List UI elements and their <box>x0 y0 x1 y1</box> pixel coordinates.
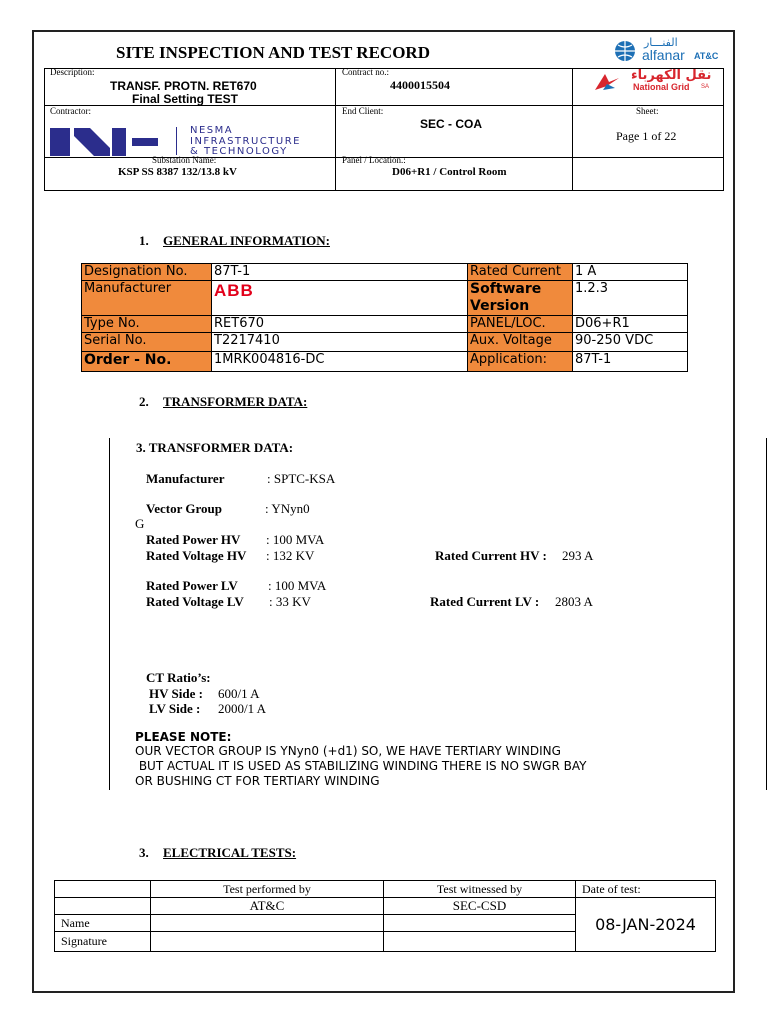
performed-signature-cell[interactable] <box>151 932 384 952</box>
gi-value: 87T-1 <box>573 352 688 372</box>
description-label: Description: <box>50 67 95 77</box>
substation-value: KSP SS 8387 132/13.8 kV <box>118 166 237 178</box>
rated-current-lv-value: 2803 A <box>555 594 593 609</box>
signoff-table <box>54 880 716 952</box>
abb-logo: ABB <box>214 281 254 300</box>
panel-label: Panel / Location.: <box>342 155 406 165</box>
alfanar-name: alfanar <box>642 47 685 63</box>
nesma-line2: INFRASTRUCTURE <box>190 136 301 147</box>
rated-current-hv-label: Rated Current HV : <box>435 548 547 563</box>
sheet-value: Page 1 of 22 <box>616 129 677 143</box>
rated-voltage-lv-label: Rated Voltage LV <box>146 594 244 609</box>
gi-value: D06+R1 <box>573 316 688 333</box>
note-line1: OUR VECTOR GROUP IS YNyn0 (+d1) SO, WE HAVE TERTIARY WINDING <box>135 744 561 758</box>
rated-power-lv-value: : 100 MVA <box>268 578 327 593</box>
end-client-label: End Client: <box>342 106 384 116</box>
manufacturer-label: Manufacturer <box>146 471 225 486</box>
description-line1: TRANSF. PROTN. RET670 <box>110 79 257 93</box>
national-grid-name: National Grid <box>633 82 690 92</box>
national-grid-mark-icon <box>593 72 621 92</box>
table-row <box>82 352 688 372</box>
witnessed-name-cell[interactable] <box>384 915 576 932</box>
nesma-line3: & TECHNOLOGY <box>190 146 288 156</box>
table-row <box>82 264 688 281</box>
name-label: Name <box>55 915 151 932</box>
gi-value: 1 A <box>573 264 688 281</box>
gi-label: Type No. <box>82 316 212 333</box>
vector-group-value: : YNyn0 <box>265 501 310 516</box>
vector-group-label: Vector Group <box>146 501 222 516</box>
section3-number: 3. <box>139 845 149 860</box>
rated-power-hv-value: : 100 MVA <box>266 532 325 547</box>
left-margin-line <box>109 438 110 790</box>
sheet-label: Sheet: <box>636 106 659 116</box>
hv-side-label: HV Side : <box>149 686 203 701</box>
section1-title: GENERAL INFORMATION: <box>163 233 330 248</box>
hv-side-value: 600/1 A <box>218 686 260 701</box>
end-client-value: SEC - COA <box>420 117 483 131</box>
contract-number: 4400015504 <box>390 78 450 92</box>
signoff-blank <box>55 881 151 898</box>
witnessed-label: Test witnessed by <box>384 881 576 898</box>
performed-label: Test performed by <box>151 881 384 898</box>
rated-voltage-hv-value: : 132 KV <box>266 548 315 563</box>
date-label: Date of test: <box>576 881 716 898</box>
alfanar-logo <box>614 38 726 66</box>
table-row <box>82 281 688 316</box>
panel-value: D06+R1 / Control Room <box>392 166 507 178</box>
contractor-label: Contractor: <box>50 106 91 116</box>
table-row <box>82 333 688 352</box>
vector-group-wrap: G <box>135 516 145 531</box>
table-row <box>82 316 688 333</box>
signature-label: Signature <box>55 932 151 952</box>
witnessed-by: SEC-CSD <box>384 898 576 915</box>
table-row <box>55 898 716 915</box>
manufacturer-value: : SPTC-KSA <box>267 471 336 486</box>
lv-side-label: LV Side : <box>149 701 201 716</box>
gi-value: 1.2.3 <box>573 281 688 316</box>
table-row <box>55 881 716 898</box>
gi-label: Manufacturer <box>82 281 212 316</box>
rated-voltage-lv-value: : 33 KV <box>269 594 311 609</box>
note-line3: OR BUSHING CT FOR TERTIARY WINDING <box>135 774 380 788</box>
nesma-line1: NESMA <box>190 125 234 136</box>
ct-ratio-heading: CT Ratio’s: <box>146 670 211 685</box>
national-grid-logo <box>593 70 721 98</box>
nesma-logo <box>50 125 330 157</box>
gi-label: Software Version <box>468 281 573 316</box>
substation-label: Substation Name: <box>152 155 217 165</box>
description-line2: Final Setting TEST <box>132 92 239 106</box>
section2-number: 2. <box>139 394 149 409</box>
performed-by: AT&C <box>151 898 384 915</box>
gi-label: Serial No. <box>82 333 212 352</box>
rated-power-hv-label: Rated Power HV <box>146 532 241 547</box>
right-margin-line <box>766 438 767 790</box>
note-line2: BUT ACTUAL IT IS USED AS STABILIZING WINDING THERE IS NO SWGR BAY <box>135 759 587 773</box>
section2-title: TRANSFORMER DATA: <box>163 394 308 409</box>
note-heading: PLEASE NOTE: <box>135 730 232 744</box>
nesma-divider <box>176 127 177 155</box>
alfanar-arabic: الفنـــار <box>644 36 678 49</box>
nesma-mark-icon <box>50 128 162 156</box>
gi-value: T2217410 <box>212 333 468 352</box>
gi-value: RET670 <box>212 316 468 333</box>
gi-label: Designation No. <box>82 264 212 281</box>
lv-side-value: 2000/1 A <box>218 701 267 716</box>
section3-title: ELECTRICAL TESTS: <box>163 845 297 860</box>
rated-current-lv-label: Rated Current LV : <box>430 594 540 609</box>
gi-label: Application: <box>468 352 573 372</box>
gi-label: Aux. Voltage <box>468 333 573 352</box>
gi-label: PANEL/LOC. <box>468 316 573 333</box>
gi-value: 1MRK004816-DC <box>212 352 468 372</box>
transformer-heading: 3. TRANSFORMER DATA: <box>136 440 294 455</box>
performed-name-cell[interactable] <box>151 915 384 932</box>
contract-label: Contract no.: <box>342 67 389 77</box>
signoff-blank <box>55 898 151 915</box>
gi-value: 90-250 VDC <box>573 333 688 352</box>
witnessed-signature-cell[interactable] <box>384 932 576 952</box>
rated-power-lv-label: Rated Power LV <box>146 578 238 593</box>
rated-current-hv-value: 293 A <box>562 548 594 563</box>
globe-icon <box>614 40 636 62</box>
alfanar-suffix: AT&C <box>694 51 719 61</box>
test-date: 08-JAN-2024 <box>576 898 716 952</box>
page-title: SITE INSPECTION AND TEST RECORD <box>116 43 430 62</box>
gi-value: 87T-1 <box>212 264 468 281</box>
section1-number: 1. <box>139 233 149 248</box>
general-info-table <box>81 263 688 372</box>
gi-label: Order - No. <box>82 352 212 372</box>
national-grid-arabic: نقل الكهرباء <box>631 68 712 83</box>
rated-voltage-hv-label: Rated Voltage HV <box>146 548 247 563</box>
gi-value <box>212 281 468 316</box>
gi-label: Rated Current <box>468 264 573 281</box>
national-grid-suffix: SA <box>701 84 710 90</box>
